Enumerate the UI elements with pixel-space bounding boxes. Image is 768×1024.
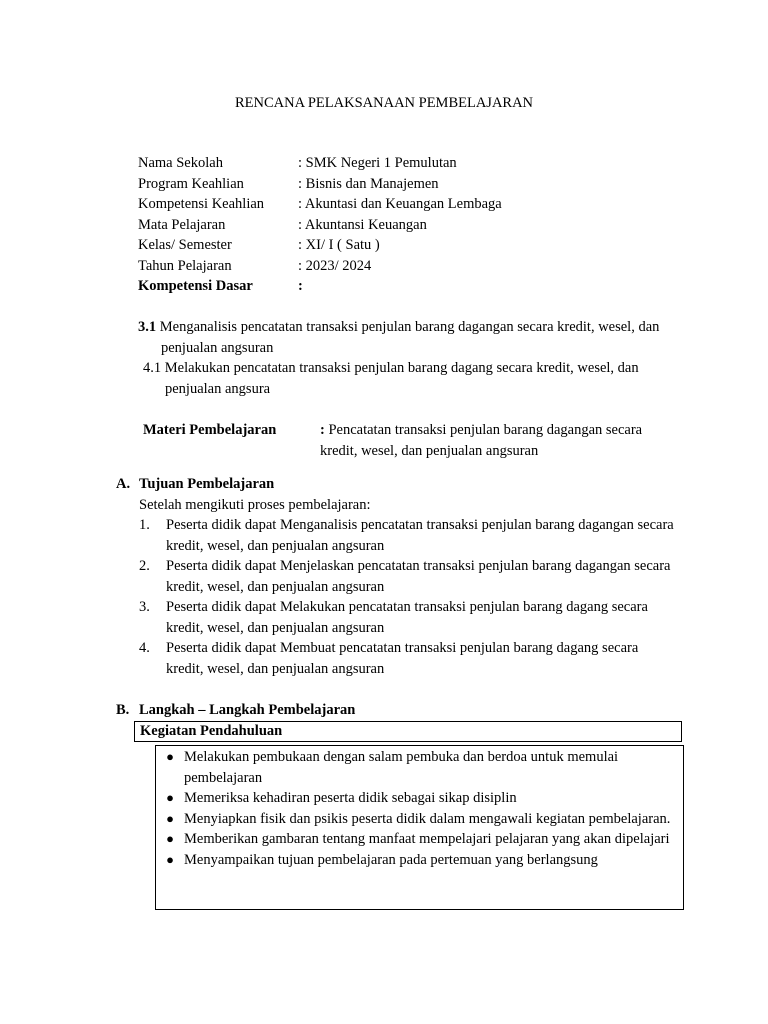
section-title: Tujuan Pembelajaran [139,476,275,492]
list-text: Peserta didik dapat Melakukan pencatatan transaksi penjulan barang dagang secara kredit, wesel, dan penjualan angsuran [166,599,648,636]
list-text: Peserta didik dapat Membuat pencatatan transaksi penjulan barang dagang secara kredit, wesel, dan penjualan angsuran [166,640,639,677]
materi-text: Pencatatan transaksi penjulan barang dagangan secara kredit, wesel, dan penjualan angsuran [320,422,643,459]
kd-heading-colon: : [298,278,303,294]
activity-text: Memberikan gambaran tentang manfaat mempelajari pelajaran yang akan dipelajari [184,831,670,847]
activity-text: Memeriksa kehadiran peserta didik sebagai sikap disiplin [184,790,517,806]
bullet-icon: ● [166,851,174,867]
list-number: 3. [139,599,150,615]
list-text: Peserta didik dapat Menganalisis pencatatan transaksi penjulan barang dagangan secara kredit, wesel, dan penjualan angsuran [166,517,674,554]
section-a-body [116,495,676,680]
identity-row-school [138,153,502,174]
kegiatan-pendahuluan-box [155,745,684,910]
bullet-icon: ● [166,810,174,826]
kegiatan-pendahuluan-header: Kegiatan Pendahuluan [134,721,682,742]
identity-label: Kelas/ Semester [138,237,232,253]
identity-row-competency [138,194,502,215]
list-item [139,597,676,638]
list-item [156,809,683,830]
section-a-tujuan [116,474,676,679]
bullet-icon: ● [166,831,174,846]
section-b-heading [116,700,676,721]
identity-row-subject [138,215,502,236]
identity-row-kd-heading [138,276,502,297]
identity-row-class [138,235,502,256]
section-a-heading [116,474,676,495]
section-letter: B. [116,702,130,718]
activity-text: Melakukan pembukaan dengan salam pembuka dan berdoa untuk memulai pembelajaran [184,749,619,786]
identity-table [138,153,502,297]
identity-label: Mata Pelajaran [138,216,226,233]
list-number: 2. [139,558,150,574]
list-item [156,788,683,809]
identity-label: Nama Sekolah [138,155,223,171]
section-title: Langkah – Langkah Pembelajaran [139,702,356,718]
list-number: 4. [139,640,150,656]
identity-label: Tahun Pelajaran [138,257,232,274]
list-text: Peserta didik dapat Menjelaskan pencatatan transaksi penjulan barang dagangan secara kredit, wesel, dan penjualan angsuran [166,558,671,595]
materi-label: Materi Pembelajaran [143,422,277,438]
list-item [139,556,676,597]
kd-item-3-1 [138,317,678,358]
section-letter: A. [116,476,131,492]
identity-label: Program Keahlian [138,175,244,192]
list-item [156,850,683,871]
list-number: 1. [139,517,150,533]
bullet-icon: ● [166,790,174,805]
activity-list [156,747,683,870]
identity-value: : 2023/ 2024 [298,257,372,274]
identity-value: : XI/ I ( Satu ) [298,237,380,253]
kd-item-number: 3.1 [138,319,157,335]
list-item [139,515,676,556]
materi-colon: : [320,422,325,438]
identity-label: Kompetensi Keahlian [138,196,265,212]
activity-text: Menyiapkan fisik dan psikis peserta didik dalam mengawali kegiatan pembelajaran. [184,810,671,827]
kd-item-4-1: 4.1 Melakukan pencatatan transaksi penjulan barang dagang secara kredit, wesel, dan penjualan angsura [143,360,639,397]
bullet-icon: ● [166,749,174,764]
section-b-langkah [116,700,676,721]
materi-section [143,420,683,461]
identity-row-year [138,256,502,277]
identity-value: : Bisnis dan Manajemen [298,175,439,192]
list-item [139,638,676,679]
tujuan-list [139,515,676,679]
identity-value: : Akuntasi dan Keuangan Lembaga [298,196,502,212]
activity-text: Menyampaikan tujuan pembelajaran pada pertemuan yang berlangsung [184,851,598,868]
document-title: RENCANA PELAKSANAAN PEMBELAJARAN [234,95,534,111]
section-a-intro: Setelah mengikuti proses pembelajaran: [139,496,371,513]
kompetensi-dasar-list [138,317,678,399]
identity-value: : Akuntansi Keuangan [298,216,427,233]
list-item [156,747,683,788]
identity-value: : SMK Negeri 1 Pemulutan [298,155,457,171]
identity-row-program [138,174,502,195]
list-item [156,829,683,850]
kd-heading-label: Kompetensi Dasar [138,278,253,294]
materi-content [320,420,683,461]
kd-item-text: Menganalisis pencatatan transaksi penjulan barang dagangan secara kredit, wesel, dan penjualan angsuran [156,319,660,356]
